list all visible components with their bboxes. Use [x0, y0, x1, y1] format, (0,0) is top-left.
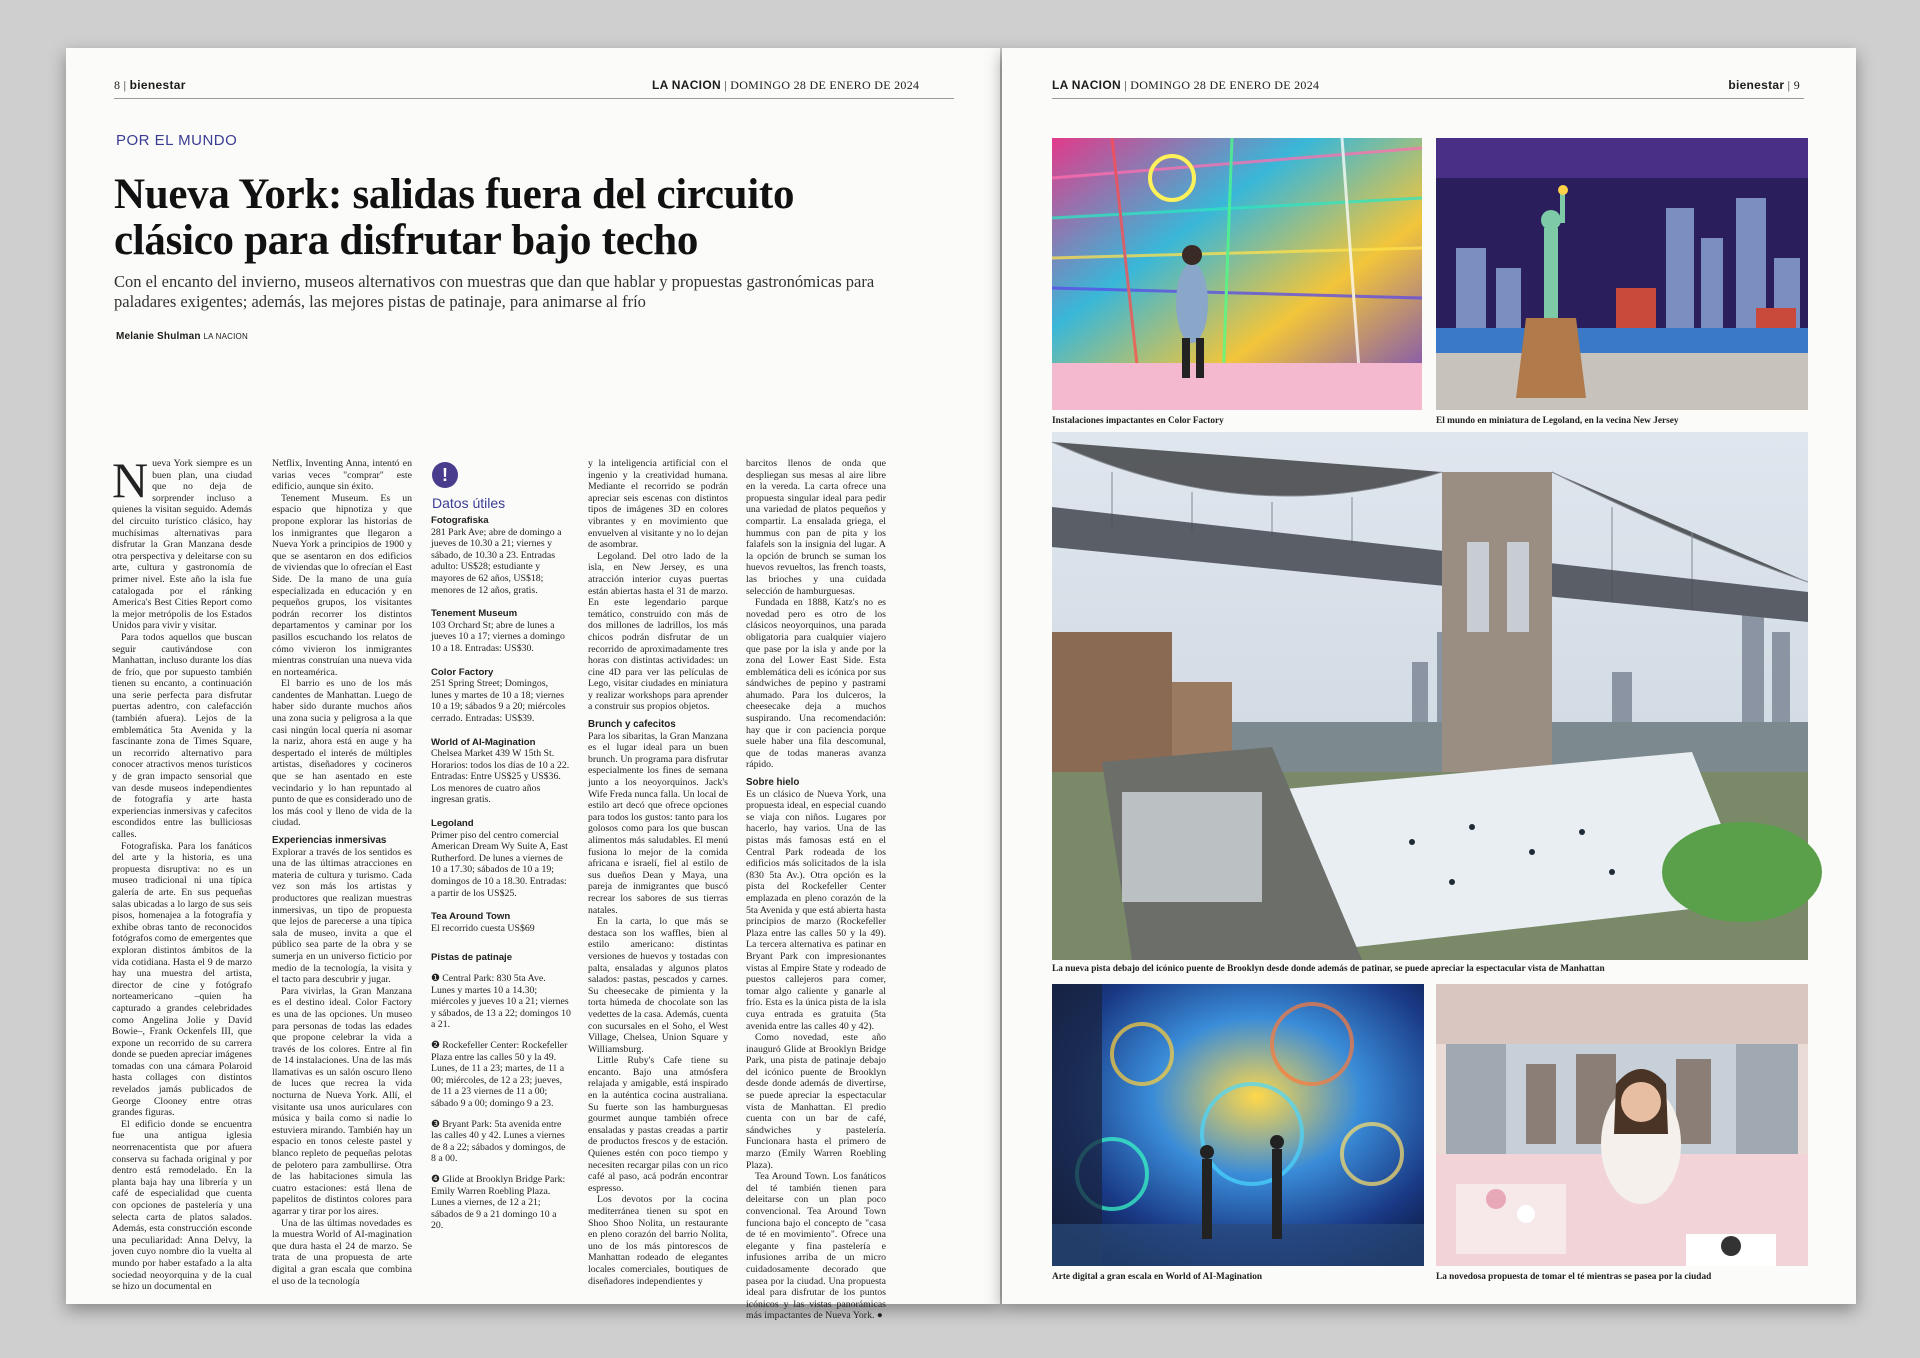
- photo-tea-bus: [1436, 984, 1808, 1266]
- subheading: Experiencias inmersivas: [272, 835, 387, 846]
- paragraph: Tea Around Town. Los fanáticos del té también tienen para deleitarse con un plan poco convencional. Tea Around Town funciona bajo el concepto de "casa de té en movimiento". Ofrece una elegante y fina pastelería e infusiones arriba de un micro cuidadosamente decorado que pasea por la ciudad. Una propuesta ideal para disfrutar de los puntos icónicos y las vistas panorámicas más impactantes de Nueva York. ●: [746, 1171, 886, 1322]
- rink-item: ❹ Glide at Brooklyn Bridge Park: Emily Warren Roebling Plaza. Lunes a viernes, de 12 a 21; sábados de 9 a 21 domingo 10 a 20.: [431, 1173, 566, 1232]
- issue-date: DOMINGO 28 DE ENERO DE 2024: [730, 78, 920, 92]
- photo-caption: La novedosa propuesta de tomar el té mientras se pasea por la ciudad: [1436, 1272, 1712, 1282]
- section-name: bienestar: [1728, 78, 1785, 92]
- paragraph: Legoland. Del otro lado de la isla, en New Jersey, es una atracción interior cuyas puertas están abiertas hasta el 31 de marzo. En este legendario parque temático, construido con más de dos millones de ladrillos, los más chicos podrán disfrutar de un recorrido de aproximadamente tres horas con distintas actividades: un cine 4D para ver las películas de Lego, visitar ciudades en miniatura y realizar workshops para aprender a construir sus propios objetos.: [588, 550, 728, 713]
- right-page: [1002, 48, 1856, 1304]
- info-box: [431, 515, 571, 1290]
- info-item-name: Fotografiska: [431, 515, 489, 526]
- folio-left: 8 | bienestar: [114, 78, 186, 92]
- author-org: LA NACION: [203, 332, 248, 341]
- paragraph: Nueva York siempre es un buen plan, una ciudad que no deja de sorprender incluso a quienes la visitan seguido. Además del circuito turístico clásico, hay muchísimas alternativas para disfrutar la Gran Manzana desde otra perspectiva y deleitarse con su arte, cultura y gastronomía de primer nivel. Este año la isla fue catalogada por el ránking America's Best Cities Report como la mejor metrópolis de los Estados Unidos para vivir y visitar.: [112, 452, 252, 632]
- subheading: Brunch y cafecitos: [588, 719, 676, 731]
- paragraph: Para los sibaritas, la Gran Manzana es el lugar ideal para un buen brunch. Un programa para disfrutar especialmente los fines de semana junto a los neoyorquinos. Jack's Wife Freda nunca falla. Un local de estilo art decó que ofrece opciones para todos los gustos: tanto para los golosos como para los que buscan alimentos más saludables. El menú fusiona lo mejor de la comida africana e israelí, fiel al estilo de sus dueños Dean y Maya, una pareja de inmigrantes que buscó recrear los sabores de sus tierras natales.: [588, 730, 728, 916]
- masthead-right: LA NACION | DOMINGO 28 DE ENERO DE 2024: [1052, 78, 1320, 92]
- info-item-name: Color Factory: [431, 666, 494, 678]
- photo-caption: La nueva pista debajo del icónico puente de Brooklyn desde donde además de patinar, se puede apreciar la espectacular vista de Manhattan: [1052, 964, 1605, 974]
- info-item-text: Chelsea Market 439 W 15th St. Horarios: todos los días de 10 a 22. Entradas: Entre US$25 y US$36. Los menores de cuatro años ingresan gratis.: [431, 748, 570, 806]
- photo-caption: Arte digital a gran escala en World of AI-Magination: [1052, 1272, 1263, 1282]
- paragraph: Para todos aquellos que buscan seguir cautivándose con Manhattan, incluso durante los días de frío, que por supuesto también tienen su encanto, a continuación una serie perfecta para disfrutar puertas adentro, con calefacción (también afuera). Lejos de la emblemática 5ta Avenida y la fascinante zona de Times Square, un recorrido alternativo para conocer atractivos menos turísticos y de gran impacto sensorial que van desde museos independientes de fotografía y arte hasta experiencias inmersivas y cafecitos escondidos entre las bulliciosas calles.: [112, 631, 252, 840]
- body-column-2: [272, 458, 412, 1290]
- photo-caption: Instalaciones impactantes en Color Factory: [1052, 416, 1224, 426]
- masthead-name: LA NACION: [1052, 78, 1121, 92]
- info-item-name: Tenement Museum: [431, 608, 518, 620]
- info-item-text: 281 Park Ave; abre de domingo a jueves de 10.30 a 21; viernes y sábado, de 10.30 a 23. Entradas adulto: US$28; estudiante y mayores de 62 años, US$18; menores de 12 años, gratis.: [431, 526, 562, 596]
- paragraph: Little Ruby's Cafe tiene su encanto. Bajo una atmósfera relajada y amigable, está inspirado en la auténtica cocina australiana. Su fuerte son las hamburguesas gourmet aunque también ofrece ensaladas y pastas creadas a partir de productos frescos y de estación. Quienes estén con poco tiempo y necesiten recargar pilas con un rico café al paso, acá podrán encontrar espresso.: [588, 1055, 728, 1194]
- paragraph: En la carta, lo que más se destaca son los waffles, bien al estilo americano: distintas versiones de huevos y tostadas con palta, ensaladas y algunos platos salados: pastas, pescados y carnes. Su cheesecake de pimienta y la torta húmeda de chocolate son las vedettes de la casa. Además, cuenta con sucursales en el Soho, el West Village, Chelsea, Union Square y Williamsburg.: [588, 916, 728, 1055]
- author-name: Melanie Shulman: [116, 331, 201, 342]
- paragraph: Netflix, Inventing Anna, intentó en varias veces "comprar" este edificio, aunque sin éxito.: [272, 458, 412, 493]
- headline: Nueva York: salidas fuera del circuito clásico para disfrutar bajo techo: [114, 171, 795, 264]
- paragraph: Tenement Museum. Es un espacio que hipnotiza y que propone explorar las historias de los inmigrantes que llegaron a Nueva York a principios de 1900 y que se asentaron en dos edificios de viviendas que lo ofrecían el East Side. De la mano de una guía especializada en educación y en pequeños grupos, los visitantes podrán recorrer los distintos departamentos y caminar por los pasillos escuchando los relatos de cómo vivieron los inmigrantes mientras construían una nueva vida en norteamérica.: [272, 492, 412, 678]
- rink-item: ❷ Rockefeller Center: Rockefeller Plaza entre las calles 50 y la 49. Lunes, de 11 a 23; martes, de 11 a 00; miércoles, de 12 a 23; jueves, de 11 a 23 viernes de 11 a 00; sábado 9 a 00; domingo 9 a 23.: [431, 1039, 568, 1109]
- photo-legoland: [1436, 138, 1808, 410]
- info-item-text: 251 Spring Street; Domingos, lunes y martes de 10 a 18; viernes 10 a 19; sábados 9 a 20; miércoles cerrado. Entradas: US$39.: [431, 678, 566, 724]
- rinks-title: Pistas de patinaje: [431, 952, 513, 964]
- info-icon: !: [432, 462, 458, 488]
- rink-item: ❶ Central Park: 830 5ta Ave. Lunes y martes 10 a 14.30; miércoles y jueves 10 a 21; viernes y sábados, de 13 a 22; domingos 10 a 21.: [431, 973, 571, 1031]
- folio-right: bienestar | 9: [1728, 78, 1800, 92]
- section-name: bienestar: [129, 78, 186, 92]
- header-rule: [114, 98, 954, 99]
- kicker: POR EL MUNDO: [116, 132, 238, 149]
- paragraph: Una de las últimas novedades es la muestra World of AI-magination que dura hasta el 24 de marzo. Se trata de una propuesta de arte digital a gran escala que combina el uso de la tecnología: [272, 1217, 412, 1287]
- left-page: [66, 48, 1000, 1322]
- info-item-text: El recorrido cuesta US$69: [431, 922, 535, 934]
- header-rule: [1052, 98, 1804, 99]
- info-box-title: Datos útiles: [432, 495, 506, 511]
- paragraph: Fundada en 1888, Katz's no es novedad pero es otro de los clásicos neoyorquinos, una parada obligatoria para cualquier viajero que pase por la isla y ande por la zona del Lower East Side. Esta emblemática deli es icónica por sus sándwiches de pepino y pastrami ahumado. Para los dulceros, la cheesecake deja a muchos suspirando. Una recomendación: hay que ir con paciencia porque suele haber una fila descomunal, que de todas maneras avanza rápido.: [746, 597, 886, 771]
- page-number: 8: [114, 78, 121, 92]
- byline: [116, 331, 248, 342]
- photo-caption: El mundo en miniatura de Legoland, en la vecina New Jersey: [1436, 416, 1679, 426]
- paragraph: Fotografiska. Para los fanáticos del arte y la historia, es una propuesta disruptiva: no es un museo tradicional ni una típica galería de arte. En sus pequeñas salas ubicadas a lo largo de sus seis pisos, homenajea a la fotografía y exhibe obras tanto de reconocidos fotógrafos como de emergentes que exploran distintos ámbitos de la vida cotidiana. Hasta el 9 de marzo hay una muestra del artista, director de cine y fotógrafo norteamericano –quien ha capturado a grandes celebridades como Angelina Jolie y David Bowie–, Frank Ockenfels III, que expone un recorrido de su carrera donde se pueden apreciar imágenes tomadas con una cámara Polaroid hasta collages con distintos revelados jamás publicados de George Clooney entre otras grandes figuras.: [112, 840, 252, 1119]
- paragraph: El barrio es uno de los más candentes de Manhattan. Luego de haber sido durante muchos años una zona sucia y peligrosa a la que casi ningún local quería ni asomar la nariz, ahora está en auge y ha despertado el interés de múltiples artistas, diseñadores y cocineros que se han asentado en este vecindario y lo han repuntado al punto de que es considerado uno de los más cool y lleno de vida de la ciudad.: [272, 678, 412, 829]
- page-number: 9: [1793, 78, 1800, 92]
- paragraph: Es un clásico de Nueva York, una propuesta ideal, en especial cuando se viaja con niños. Lugares por hacerlo, hay varios. Una de las pistas más famosas está en el Central Park rodeada de los edificios más solicitados de la isla (830 5ta Av.). Otra opción es la pista del Rockefeller Center emplazada en pleno corazón de la 5ta Avenida y que está abierta hasta principios de marzo (Rockefeller Plaza entre las calles 50 y la 49). La tercera alternativa es patinar en Bryant Park con impresionantes vistas al Empire State y rodeado de puestos callejeros para comer, tomar algo caliente y ganarle al frío. Esta es la única pista de la isla cuya entrada es gratuita (5ta avenida entre las calles 40 y 42).: [746, 788, 886, 1032]
- photo-color-factory: [1052, 138, 1422, 410]
- info-item-name: World of AI-Magination: [431, 736, 536, 748]
- info-item-name: Tea Around Town: [431, 911, 511, 923]
- photo-ai-magination: [1052, 984, 1424, 1266]
- paragraph: y la inteligencia artificial con el ingenio y la creatividad humana. Mediante el recorrido se podrán apreciar seis escenas con distintos tipos de imágenes 3D en colores vibrantes y en movimiento que envuelven al visitante y no lo dejan de asombrar.: [588, 458, 728, 551]
- masthead-name: LA NACION: [652, 78, 721, 92]
- issue-date: DOMINGO 28 DE ENERO DE 2024: [1130, 78, 1320, 92]
- paragraph: Para vivirlas, la Gran Manzana es el destino ideal. Color Factory es una de las opciones. Un museo para personas de todas las edades que propone celebrar la vida a través de los colores. Entre al fin de 14 instalaciones. Una de las más llamativas es un salón oscuro lleno de luces que recrea la vida nocturna de Nueva York. Allí, el visitante usa unos auriculares con música y baila como si nadie lo estuviera mirando. También hay un espacio en tonos celeste pastel y blanco repleto de pequeñas pelotas de pelotero para zambullirse. Otra de las habitaciones simula las cuatro estaciones: está llena de papelitos de distintos colores para agarrar y tirar por los aires.: [272, 985, 412, 1217]
- standfirst: Con el encanto del invierno, museos alternativos con muestras que dan que hablar y propuestas gastronómicas para paladares exigentes; además, las mejores pistas de patinaje, para animarse al frío: [114, 272, 875, 311]
- drop-cap: N: [112, 452, 149, 508]
- paragraph: barcitos llenos de onda que despliegan sus mesas al aire libre en la vereda. La carta ofrece una propuesta singular ideal para pedir una variedad de platos pequeños y compartir. La ensalada griega, el hummus con pan de pita y los falafels son la insignia del lugar. A la opción de brunch se suman los huevos revueltos, las french toasts, las brioches y una cuidada selección de hamburguesas.: [746, 458, 886, 597]
- rink-item: ❸ Bryant Park: 5ta avenida entre las calles 40 y 42. Lunes a viernes de 8 a 22; sábados y domingos, de 8 a 00.: [431, 1118, 566, 1165]
- subheading: Sobre hielo: [746, 777, 800, 789]
- info-item-text: Primer piso del centro comercial American Dream Wy Suite A, East Rutherford. De lunes a viernes de 10 a 17.30; sábados de 10 a 19; domingos de 10 a 18.30. Entradas: a partir de los US$25.: [431, 829, 568, 899]
- body-column-1: [112, 452, 252, 1293]
- paragraph: Como novedad, este año inauguró Glide at Brooklyn Bridge Park, una pista de patinaje debajo del icónico puente de Brooklyn desde donde además de divertirse, se puede apreciar la espectacular vista de Manhattan. El predio cuenta con un bar de café, sándwiches y pastelería. Funcionara hasta el primero de marzo (Emily Warren Roebling Plaza).: [746, 1032, 886, 1171]
- paragraph: Explorar a través de los sentidos es una de las últimas atracciones en materia de cultura y turismo. Cada vez son más los artistas y productores que realizan muestras inmersivas, un tipo de propuesta que lejos de parecerse a una típica sala de museo, invita a que el público sea parte de la obra y se sumerja en un universo ficticio por medio de la tecnología, la visita y el tacto para descubrir y jugar.: [272, 846, 412, 986]
- info-item-text: 103 Orchard St; abre de lunes a jueves 10 a 17; viernes a domingo 10 a 18. Entradas: US$30.: [431, 619, 565, 654]
- photo-brooklyn-bridge: [1052, 432, 1808, 960]
- masthead-left: LA NACION | DOMINGO 28 DE ENERO DE 2024: [652, 78, 920, 92]
- paragraph: El edificio donde se encuentra fue una antigua iglesia neorrenacentista que por afuera conserva su fachada original y por dentro está remodelado. En la planta baja hay una librería y un café de especialidad que cuenta con opciones de pastelería y una selecta carta de platos salados. Además, esta construcción esconde una peculiaridad: Anna Delvy, la joven cuyo nombre dio la vuelta al mundo por haber estafado a la alta sociedad neoyorquina y de la cual se hizo un documental en: [112, 1118, 252, 1293]
- paragraph: Los devotos por la cocina mediterránea tienen su spot en Shoo Shoo Nolita, un restaurante en pleno corazón del barrio Nolita, uno de los más pintorescos de Manhattan rodeado de elegantes locales comerciales, boutiques de diseñadores independientes y: [588, 1194, 728, 1287]
- body-column-5: [746, 458, 886, 1322]
- info-item-name: Legoland: [431, 818, 474, 830]
- body-column-4: [588, 458, 728, 1290]
